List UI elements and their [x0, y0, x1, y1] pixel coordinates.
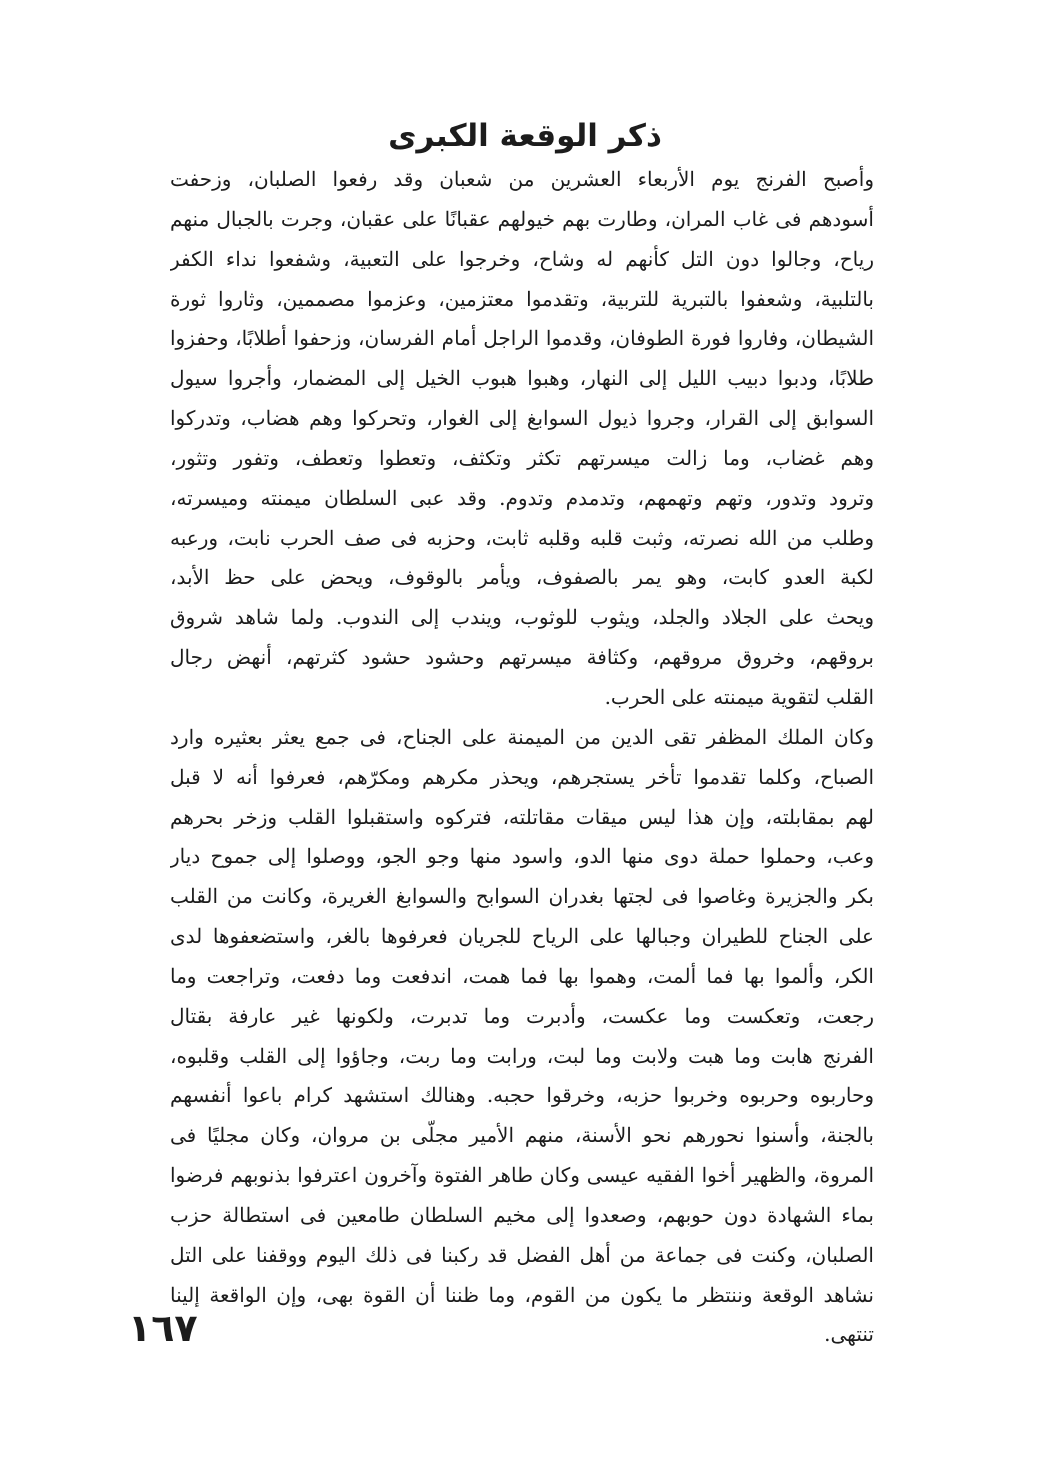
text-line: وترود وتدور، وتهم وتهمهم، وتدمدم وتدوم. وقد عبى السلطان ميمنته وميسرته، [170, 485, 874, 510]
text-line: الصباح، وكلما تقدموا تأخر يستجرهم، ويحذر مكرهم ومكرّهم، فعرفوا أنه لا قبل [170, 764, 874, 789]
text-line: لكبة العدو كابت، وهو يمر بالصفوف، ويأمر بالوقوف، ويحض على حظ الأبد، [170, 565, 874, 590]
text-line: الصلبان، وكنت فى جماعة من أهل الفضل قد ركبنا فى ذلك اليوم ووقفنا على التل [170, 1242, 874, 1267]
text-line: المروة، والظهير أخوا الفقيه عيسى وكان طاهر الفتوة وآخرون اعترفوا بذنوبهم فرضوا [170, 1163, 874, 1188]
text-line: بكر والجزيرة وغاصوا فى لجتها بغدران السوابح والسوابغ الغريرة، وكانت من القلب [170, 884, 874, 909]
text-line: الكر، وألموا بها فما ألمت، وهموا بها فما همت، اندفعت وما دفعت، وتراجعت وما [170, 963, 874, 988]
text-line: بالجنة، وأسنوا نحورهم نحو الأسنة، منهم الأمير مجلّى بن مروان، وكان مجليًا فى [170, 1123, 874, 1148]
text-line: بماء الشهادة دون حوبهم، وصعدوا إلى مخيم السلطان طامعين فى استطالة حزب [170, 1202, 874, 1227]
text-line: وطلب من الله نصرته، وثبت قلبه وقلبه ثابت، وحزبه فى صف الحرب نابت، ورعبه [170, 525, 874, 550]
text-line: أسودهم فى غاب المران، وطارت بهم خيولهم عقبانًا على عقبان، وجرت بالجبال منهم [170, 206, 874, 231]
text-line: رياح، وجالوا دون التل كأنهم له وشاح، وخرجوا على التعبية، وشفعوا نداء الكفر [170, 246, 874, 271]
text-line: طلابًا، ودبوا دبيب الليل إلى النهار، وهبوا هبوب الخيل إلى المضمار، وأجروا سيول [170, 366, 874, 391]
text-line: على الجناح للطيران وجبالها على الرياح للجريان فعرفوها بالغر، واستضعفوها لدى [170, 924, 874, 949]
text-line: بروقهم، وخروق مروقهم، وكثافة ميسرتهم وحشود حشود كثرتهم، أنهض رجال [170, 645, 874, 670]
text-line: نشاهد الوقعة وننتظر ما يكون من القوم، وما ظننا أن القوة بهى، وإن الواقعة إلينا [170, 1282, 874, 1307]
text-line: وعب، وحملوا حملة دوى منها الدو، واسود منها وجو الجو، ووصلوا إلى جموح ديار [170, 844, 874, 869]
text-line: وحاربوه وحربوه وخربوا حزبه، وخرقوا حجبه. وهنالك استشهد كرام باعوا أنفسهم [170, 1083, 874, 1108]
text-line: رجعت، وتعكست وما عكست، وأدبرت وما تدبرت، ولكونها غير عارفة بقتال [170, 1003, 874, 1028]
page-number: ١٦٧ [128, 1306, 198, 1350]
text-line: وهم غضاب، وما زالت ميسرتهم تكثر وتكثف، وتعطوا وتعطف، وتفور وتثور، [170, 445, 874, 470]
text-line: تنتهى. [824, 1322, 874, 1347]
text-line: ويحث على الجلاد والجلد، ويثوب للوثوب، ويندب إلى الندوب. ولما شاهد شروق [170, 605, 874, 630]
text-line: وأصبح الفرنج يوم الأربعاء العشرين من شعبان وقد رفعوا الصلبان، وزحفت [170, 167, 874, 191]
text-line: الشيطان، وفاروا فورة الطوفان، وقدموا الراجل أمام الفرسان، وزحفوا أطلابًا، وحفزوا [170, 326, 874, 351]
text-line: بالتلبية، وشعفوا بالتبرية للتربية، وتقدموا معتزمين، وعزموا مصممين، وثاروا ثورة [170, 286, 874, 311]
section-heading: ذكر الوقعة الكبرى [388, 118, 662, 154]
text-line: وكان الملك المظفر تقى الدين من الميمنة على الجناح، فى جمع يعثر بعثيره وارد [170, 724, 874, 749]
text-line: لهم بمقابلته، وإن هذا ليس ميقات مقاتلته، فتركوه واستقبلوا القلب وزخر بحرهم [170, 804, 874, 829]
text-line: السوابق إلى القرار، وجروا ذيول السوابغ إلى الغوار، وتحركوا وهم هضاب، وتدركوا [170, 406, 874, 431]
text-line: الفرنج هابت وما هبت ولابت وما لبت، ورابت وما ربت، وجاؤوا إلى القلب وقلبوه، [170, 1043, 874, 1068]
body-text [170, 160, 874, 1355]
text-line: القلب لتقوية ميمنته على الحرب. [604, 684, 874, 709]
